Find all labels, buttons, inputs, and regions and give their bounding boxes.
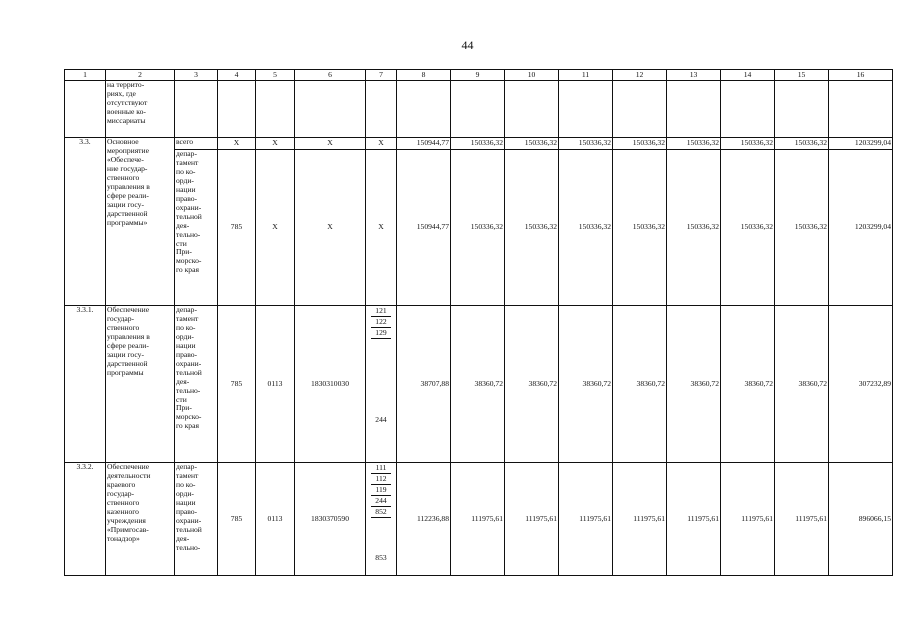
value-cell: 150336,32 <box>721 138 775 150</box>
value-cell: 112236,88 <box>397 463 451 576</box>
executor: всего <box>175 138 218 150</box>
col-header: 8 <box>397 70 451 81</box>
row-number: 3.3.2. <box>65 463 106 576</box>
col-header: 12 <box>613 70 667 81</box>
col-header: 16 <box>829 70 893 81</box>
table-row-continuation <box>65 81 893 138</box>
col-header: 14 <box>721 70 775 81</box>
col-header: 3 <box>175 70 218 81</box>
table-row-331 <box>65 306 893 463</box>
value-cell: 38360,72 <box>451 306 505 463</box>
col-header: 5 <box>256 70 295 81</box>
cell: X <box>256 150 295 306</box>
row-name: Обеспечение деятельности краевого государ- ственного казенного учреждения «Примгосав- тонадзор» <box>107 462 151 543</box>
cell: 785 <box>218 463 256 576</box>
col-header: 4 <box>218 70 256 81</box>
col-header: 13 <box>667 70 721 81</box>
expense-code: 244 <box>371 496 391 507</box>
cell: 0113 <box>256 463 295 576</box>
row-name: Основное мероприятие «Обеспече- ние государ- ственного управления в сфере реали- зации госу- дарственной программы» <box>107 137 150 227</box>
value-cell: 111975,61 <box>613 463 667 576</box>
expense-code: 112 <box>371 474 391 485</box>
col-header: 15 <box>775 70 829 81</box>
value-cell: 150336,32 <box>451 138 505 150</box>
col-header: 10 <box>505 70 559 81</box>
value-cell: 150336,32 <box>613 150 667 306</box>
value-cell: 150944,77 <box>397 138 451 150</box>
cell: 785 <box>218 150 256 306</box>
cell: X <box>295 138 366 150</box>
budget-table <box>64 69 893 576</box>
value-cell: 38360,72 <box>613 306 667 463</box>
cell: X <box>295 150 366 306</box>
table-row-dept <box>65 150 893 306</box>
value-cell: 150336,32 <box>721 150 775 306</box>
expense-code: 244 <box>375 415 387 425</box>
cell: 1830370590 <box>295 463 366 576</box>
expense-code: 119 <box>371 485 391 496</box>
expense-code: 111 <box>371 463 391 474</box>
value-cell: 150336,32 <box>667 138 721 150</box>
value-cell: 38707,88 <box>397 306 451 463</box>
value-cell: 1203299,04 <box>829 150 893 306</box>
executor: депар- тамент по ко- орди- нации право- охрани- тельной дея- тельно- сти При- морско- го края <box>176 149 202 275</box>
expense-code: 853 <box>375 553 387 563</box>
value-cell: 111975,61 <box>559 463 613 576</box>
value-cell: 150336,32 <box>775 138 829 150</box>
expense-code: 129 <box>371 328 391 339</box>
row-number: 3.3. <box>65 138 106 306</box>
value-cell: 150336,32 <box>505 138 559 150</box>
value-cell: 150336,32 <box>559 150 613 306</box>
cell: X <box>256 138 295 150</box>
value-cell: 111975,61 <box>451 463 505 576</box>
value-cell: 896066,15 <box>829 463 893 576</box>
value-cell: 111975,61 <box>721 463 775 576</box>
row-name: на террито- риях, где отсутствуют военные ко- миссариаты <box>107 80 148 125</box>
cell: 785 <box>218 306 256 463</box>
value-cell: 38360,72 <box>667 306 721 463</box>
column-number-row <box>65 70 893 81</box>
expense-code: 121 <box>371 306 391 317</box>
value-cell: 111975,61 <box>775 463 829 576</box>
cell: 1830310030 <box>295 306 366 463</box>
executor: депар- тамент по ко- орди- нации право- охрани- тельной дея- тельно- сти При- морско- го края <box>176 305 202 431</box>
expense-codes <box>367 306 395 462</box>
value-cell: 307232,89 <box>829 306 893 463</box>
col-header: 7 <box>366 70 397 81</box>
value-cell: 38360,72 <box>775 306 829 463</box>
cell: X <box>366 138 397 150</box>
table-row-total <box>65 138 893 150</box>
value-cell: 38360,72 <box>559 306 613 463</box>
expense-code: 852 <box>371 507 391 518</box>
value-cell: 150944,77 <box>397 150 451 306</box>
value-cell: 111975,61 <box>505 463 559 576</box>
col-header: 1 <box>65 70 106 81</box>
value-cell: 150336,32 <box>613 138 667 150</box>
col-header: 2 <box>106 70 175 81</box>
value-cell: 38360,72 <box>721 306 775 463</box>
value-cell: 150336,32 <box>775 150 829 306</box>
table-row-332 <box>65 463 893 576</box>
executor: депар- тамент по ко- орди- нации право- охрани- тельной дея- тельно- <box>176 462 202 552</box>
value-cell: 150336,32 <box>505 150 559 306</box>
col-header: 9 <box>451 70 505 81</box>
value-cell: 150336,32 <box>559 138 613 150</box>
col-header: 6 <box>295 70 366 81</box>
value-cell: 111975,61 <box>667 463 721 576</box>
value-cell: 150336,32 <box>667 150 721 306</box>
value-cell: 150336,32 <box>451 150 505 306</box>
expense-codes <box>367 463 395 575</box>
value-cell: 1203299,04 <box>829 138 893 150</box>
cell: X <box>218 138 256 150</box>
cell: X <box>366 150 397 306</box>
expense-code: 122 <box>371 317 391 328</box>
row-name: Обеспечение государ- ственного управления в сфере реали- зации госу- дарственной программы <box>107 305 150 377</box>
row-number: 3.3.1. <box>65 306 106 463</box>
cell: 0113 <box>256 306 295 463</box>
value-cell: 38360,72 <box>505 306 559 463</box>
page-number: 44 <box>461 38 474 52</box>
col-header: 11 <box>559 70 613 81</box>
